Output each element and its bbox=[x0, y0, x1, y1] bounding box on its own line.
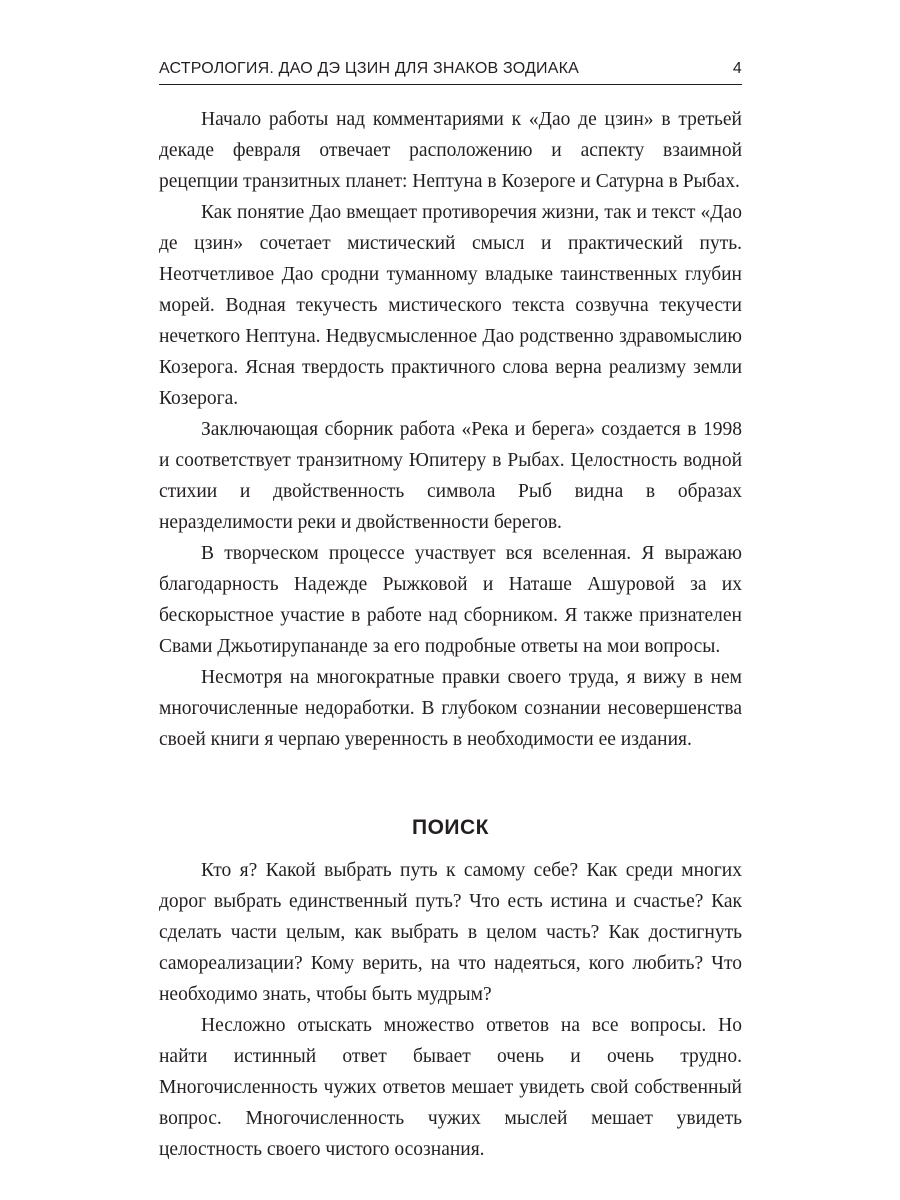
page-number: 4 bbox=[732, 60, 742, 77]
running-header bbox=[159, 57, 742, 81]
paragraph: Начало работы над комментариями к «Дао де цзин» в третьей декаде февраля отвечает расположению и аспекту взаимной рецепции транзитных планет: Нептуна в Козероге и Сатурна в Рыбах. bbox=[159, 109, 742, 192]
paragraph: Как понятие Дао вмещает противоречия жизни, так и текст «Дао де цзин» сочетает мистический смысл и практический путь. Неотчетливое Дао сродни туманному владыке таинственных глубин морей. Водная текучесть мистического текста созвучна текучести нечеткого Нептуна. Недвусмысленное Дао родственно здравомыслию Козерога. Ясная твердость практичного слова верна реализму земли Козерога. bbox=[159, 202, 742, 409]
paragraph: В творческом процессе участвует вся вселенная. Я выражаю благодарность Надежде Рыжковой и Наташе Ашуровой за их бескорыстное участие в работе над сборником. Я также признателен Свами Джьотирупананде за его подробные ответы на мои вопросы. bbox=[159, 543, 742, 657]
intro-text-block bbox=[159, 104, 742, 755]
paragraph: Заключающая сборник работа «Река и берега» создается в 1998 и соответствует транзитному Юпитеру в Рыбах. Целостность водной стихии и двойственность символа Рыб видна в образах неразделимости реки и двойственности берегов. bbox=[159, 419, 742, 533]
paragraph: Несмотря на многократные правки своего труда, я вижу в нем многочисленные недоработки. В глубоком сознании несовершенства своей книги я черпаю уверенность в необходимости ее издания. bbox=[159, 667, 742, 750]
running-header-title: АСТРОЛОГИЯ. ДАО ДЭ ЦЗИН ДЛЯ ЗНАКОВ ЗОДИАКА bbox=[159, 60, 579, 77]
section-heading: ПОИСК bbox=[411, 816, 489, 839]
paragraph: Кто я? Какой выбрать путь к самому себе? Как среди многих дорог выбрать единственный путь? Что есть истина и счастье? Как сделать части целым, как выбрать в целом часть? Как достигнуть самореализации? Кому верить, на что надеяться, кого любить? Что необходимо знать, чтобы быть мудрым? bbox=[159, 860, 742, 1005]
section-text-block bbox=[159, 855, 742, 1165]
header-divider bbox=[159, 84, 742, 85]
paragraph: Несложно отыскать множество ответов на все вопросы. Но найти истинный ответ бывает очень и очень трудно. Многочисленность чужих ответов мешает увидеть свой собственный вопрос. Многочисленность чужих мыслей мешает увидеть целостность своего чистого осознания. bbox=[159, 1015, 742, 1160]
